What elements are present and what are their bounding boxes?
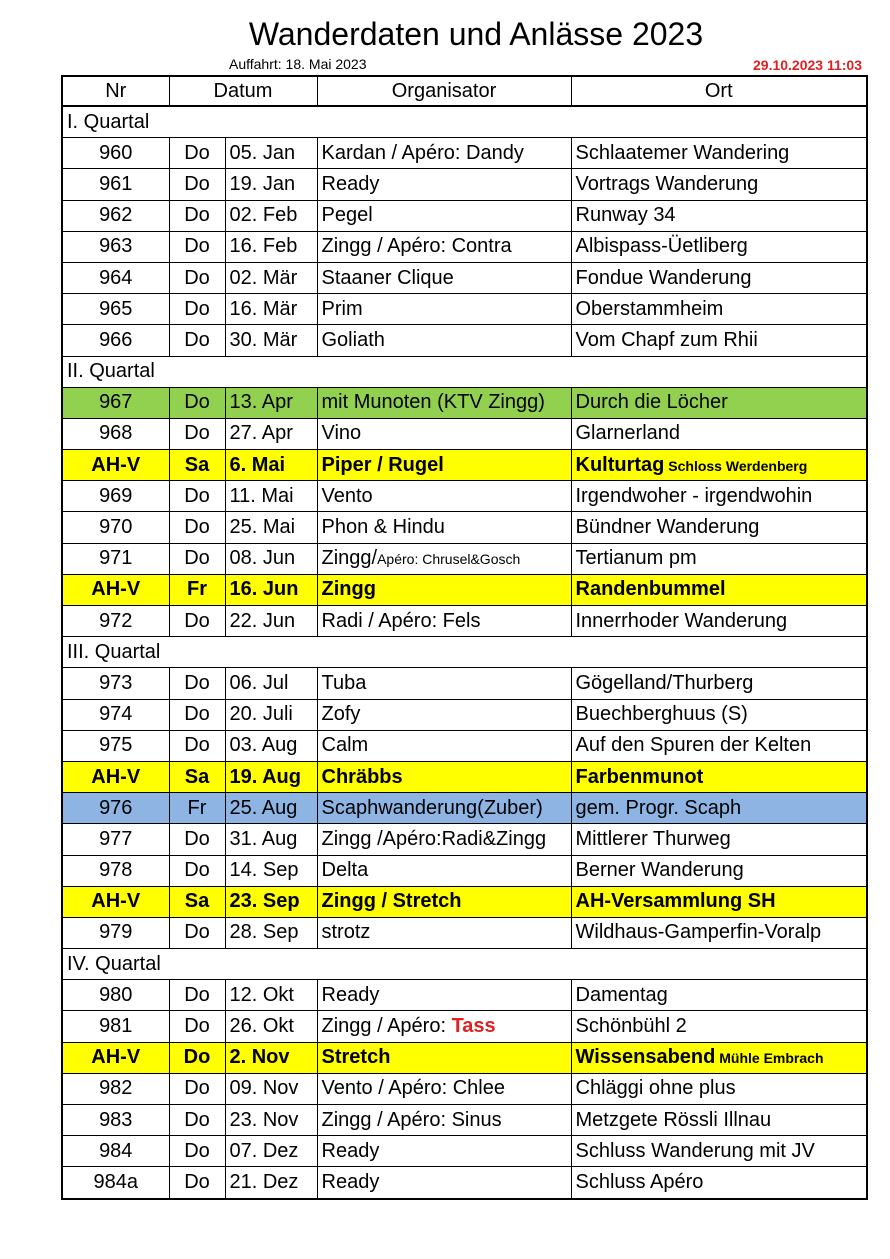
organisator-text: Vento / Apéro: Chlee [321, 1077, 505, 1100]
organisator-text: Zingg/ [321, 547, 378, 570]
table-row [62, 138, 867, 169]
cell-weekday: Do [169, 606, 225, 637]
ort-text: Schönbühl 2 [575, 1015, 687, 1038]
cell-date: 23. Sep [225, 886, 317, 917]
ort-text: Farbenmunot [575, 765, 704, 788]
cell-ort [571, 138, 867, 169]
organisator-text: Zingg /Apéro:Radi&Zingg [321, 827, 547, 850]
table-row [62, 1011, 867, 1042]
cell-weekday: Do [169, 387, 225, 418]
ort-text: Damentag [575, 983, 668, 1006]
cell-ort [571, 606, 867, 637]
table-row [62, 294, 867, 325]
cell-ort [571, 855, 867, 886]
ort-location: Mühle Embrach [715, 1050, 824, 1067]
ort-text: Tertianum pm [575, 547, 697, 570]
cell-nr: AH-V [62, 450, 169, 481]
table-row [62, 699, 867, 730]
organisator-text: Calm [321, 734, 369, 757]
cell-date: 26. Okt [225, 1011, 317, 1042]
cell-organisator [317, 730, 571, 761]
section-row [62, 356, 867, 387]
cell-date: 25. Mai [225, 512, 317, 543]
table-row [62, 606, 867, 637]
cell-organisator [317, 1167, 571, 1199]
cell-ort [571, 824, 867, 855]
cell-weekday: Do [169, 418, 225, 449]
cell-ort [571, 200, 867, 231]
cell-nr: 966 [62, 325, 169, 356]
cell-nr: 980 [62, 980, 169, 1011]
cell-weekday: Do [169, 543, 225, 574]
cell-ort [571, 387, 867, 418]
cell-date: 06. Jul [225, 668, 317, 699]
cell-nr: 961 [62, 169, 169, 200]
organisator-text: Zofy [321, 703, 361, 726]
organisator-text: Chräbbs [321, 765, 403, 788]
cell-weekday: Do [169, 169, 225, 200]
cell-date: 23. Nov [225, 1105, 317, 1136]
cell-nr: 968 [62, 418, 169, 449]
table-row [62, 668, 867, 699]
ort-text: Durch die Löcher [575, 391, 728, 414]
table-row [62, 1105, 867, 1136]
organisator-text: Radi / Apéro: Fels [321, 609, 481, 632]
cell-nr: AH-V [62, 1042, 169, 1073]
table-row [62, 1167, 867, 1199]
cell-weekday: Do [169, 1167, 225, 1199]
cell-date: 08. Jun [225, 543, 317, 574]
cell-ort [571, 294, 867, 325]
organisator-text: Goliath [321, 328, 385, 351]
cell-ort [571, 450, 867, 481]
cell-date: 19. Jan [225, 169, 317, 200]
cell-date: 30. Mär [225, 325, 317, 356]
cell-date: 6. Mai [225, 450, 317, 481]
cell-nr: 960 [62, 138, 169, 169]
cell-nr: 969 [62, 481, 169, 512]
organisator-text: Zingg / Apéro: Contra [321, 235, 512, 258]
table-row [62, 387, 867, 418]
table-row [62, 793, 867, 824]
organisator-apero: Apéro: Chrusel&Gosch [377, 551, 521, 568]
cell-organisator [317, 294, 571, 325]
table-row [62, 824, 867, 855]
organisator-text: Piper / Rugel [321, 453, 444, 476]
cell-weekday: Do [169, 481, 225, 512]
ort-text: Glarnerland [575, 422, 681, 445]
cell-weekday: Do [169, 730, 225, 761]
cell-organisator [317, 543, 571, 574]
table-row [62, 917, 867, 948]
header-organisator: Organisator [317, 76, 571, 106]
cell-date: 16. Jun [225, 574, 317, 605]
timestamp: 29.10.2023 11:03 [753, 57, 862, 73]
cell-nr: 963 [62, 231, 169, 262]
cell-organisator [317, 980, 571, 1011]
cell-organisator [317, 512, 571, 543]
cell-nr: 981 [62, 1011, 169, 1042]
organisator-text: Stretch [321, 1046, 391, 1069]
cell-nr: 973 [62, 668, 169, 699]
cell-weekday: Do [169, 1042, 225, 1073]
cell-nr: AH-V [62, 886, 169, 917]
cell-ort [571, 730, 867, 761]
cell-weekday: Do [169, 512, 225, 543]
ort-text: Oberstammheim [575, 297, 724, 320]
table-row [62, 512, 867, 543]
cell-nr: 970 [62, 512, 169, 543]
cell-ort [571, 793, 867, 824]
table-row [62, 418, 867, 449]
cell-date: 14. Sep [225, 855, 317, 886]
organisator-text: strotz [321, 921, 371, 944]
cell-weekday: Fr [169, 574, 225, 605]
cell-weekday: Do [169, 200, 225, 231]
cell-weekday: Do [169, 855, 225, 886]
ort-text: Innerrhoder Wanderung [575, 609, 788, 632]
cell-ort [571, 481, 867, 512]
cell-date: 12. Okt [225, 980, 317, 1011]
cell-date: 13. Apr [225, 387, 317, 418]
cell-weekday: Do [169, 231, 225, 262]
cell-ort [571, 1073, 867, 1104]
cell-date: 28. Sep [225, 917, 317, 948]
cell-date: 02. Mär [225, 262, 317, 293]
cell-date: 11. Mai [225, 481, 317, 512]
cell-date: 03. Aug [225, 730, 317, 761]
subtitle-auffahrt: Auffahrt: 18. Mai 2023 [229, 56, 367, 72]
organisator-text: Ready [321, 1139, 380, 1162]
cell-date: 09. Nov [225, 1073, 317, 1104]
cell-date: 22. Jun [225, 606, 317, 637]
cell-ort [571, 325, 867, 356]
table-row [62, 886, 867, 917]
cell-organisator [317, 1011, 571, 1042]
cell-organisator [317, 481, 571, 512]
cell-date: 16. Feb [225, 231, 317, 262]
ort-text: Wissensabend [575, 1046, 716, 1069]
header-ort: Ort [571, 76, 867, 106]
ort-text: Vom Chapf zum Rhii [575, 328, 758, 351]
organisator-text: Scaphwanderung(Zuber) [321, 796, 543, 819]
ort-text: Vortrags Wanderung [575, 172, 759, 195]
table-row [62, 980, 867, 1011]
cell-ort [571, 169, 867, 200]
cell-nr: 984 [62, 1136, 169, 1167]
cell-weekday: Do [169, 699, 225, 730]
cell-ort [571, 1011, 867, 1042]
ort-text: Buechberghuus (S) [575, 703, 748, 726]
cell-weekday: Do [169, 668, 225, 699]
cell-weekday: Do [169, 294, 225, 325]
cell-organisator [317, 1136, 571, 1167]
section-row [62, 106, 867, 138]
cell-organisator [317, 824, 571, 855]
ort-text: Randenbummel [575, 578, 726, 601]
ort-text: Wildhaus-Gamperfin-Voralp [575, 921, 822, 944]
organisator-text: Prim [321, 297, 363, 320]
cell-nr: 967 [62, 387, 169, 418]
cell-date: 31. Aug [225, 824, 317, 855]
ort-text: AH-Versammlung SH [575, 890, 776, 913]
table-row [62, 1042, 867, 1073]
table-row [62, 543, 867, 574]
cell-date: 27. Apr [225, 418, 317, 449]
organisator-text: Ready [321, 983, 380, 1006]
cell-weekday: Fr [169, 793, 225, 824]
table-row [62, 169, 867, 200]
cell-date: 2. Nov [225, 1042, 317, 1073]
cell-weekday: Do [169, 325, 225, 356]
header-datum: Datum [169, 76, 317, 106]
ort-text: Runway 34 [575, 204, 676, 227]
organisator-text: Zingg [321, 578, 376, 601]
cell-weekday: Sa [169, 886, 225, 917]
cell-nr: 977 [62, 824, 169, 855]
ort-location: Schloss Werdenberg [664, 457, 808, 474]
organisator-text: Ready [321, 1170, 380, 1193]
cell-organisator [317, 1042, 571, 1073]
organisator-text: Vento [321, 484, 373, 507]
cell-date: 19. Aug [225, 761, 317, 792]
cell-organisator [317, 606, 571, 637]
ort-text: Schlaatemer Wandering [575, 141, 790, 164]
cell-organisator [317, 574, 571, 605]
table-row [62, 1073, 867, 1104]
organisator-text: Kardan / Apéro: Dandy [321, 141, 524, 164]
cell-organisator [317, 387, 571, 418]
cell-nr: 978 [62, 855, 169, 886]
cell-date: 05. Jan [225, 138, 317, 169]
table-row [62, 325, 867, 356]
organisator-text: Phon & Hindu [321, 516, 445, 539]
cell-organisator [317, 325, 571, 356]
cell-nr: 983 [62, 1105, 169, 1136]
cell-date: 02. Feb [225, 200, 317, 231]
cell-weekday: Sa [169, 761, 225, 792]
cell-nr: AH-V [62, 761, 169, 792]
header-row [62, 76, 867, 106]
cell-ort [571, 1105, 867, 1136]
cell-weekday: Do [169, 262, 225, 293]
cell-ort [571, 1042, 867, 1073]
ort-text: Auf den Spuren der Kelten [575, 734, 812, 757]
schedule-table [61, 75, 868, 1200]
section-row [62, 949, 867, 980]
cell-organisator [317, 699, 571, 730]
cell-nr: 979 [62, 917, 169, 948]
cell-organisator [317, 668, 571, 699]
cell-nr: 982 [62, 1073, 169, 1104]
table-row [62, 450, 867, 481]
ort-text: Mittlerer Thurweg [575, 827, 731, 850]
table-row [62, 730, 867, 761]
ort-text: Albispass-Üetliberg [575, 235, 748, 258]
cell-weekday: Do [169, 138, 225, 169]
ort-text: Metzgete Rössli Illnau [575, 1108, 772, 1131]
cell-nr: 965 [62, 294, 169, 325]
cell-organisator [317, 886, 571, 917]
organisator-text: Tuba [321, 671, 367, 694]
cell-weekday: Do [169, 1105, 225, 1136]
cell-organisator [317, 761, 571, 792]
organisator-text: Pegel [321, 204, 373, 227]
cell-organisator [317, 450, 571, 481]
organisator-text: Vino [321, 422, 362, 445]
table-row [62, 262, 867, 293]
cell-ort [571, 980, 867, 1011]
ort-text: Irgendwoher - irgendwohin [575, 484, 813, 507]
table-row [62, 481, 867, 512]
cell-ort [571, 761, 867, 792]
cell-ort [571, 917, 867, 948]
schedule-body [62, 106, 867, 1199]
cell-ort [571, 418, 867, 449]
organisator-text: mit Munoten (KTV Zingg) [321, 391, 545, 414]
cell-nr: 974 [62, 699, 169, 730]
cell-nr: 972 [62, 606, 169, 637]
cell-weekday: Sa [169, 450, 225, 481]
organisator-text: Staaner Clique [321, 266, 454, 289]
cell-ort [571, 231, 867, 262]
cell-ort [571, 1136, 867, 1167]
cell-organisator [317, 917, 571, 948]
cell-ort [571, 512, 867, 543]
organisator-text: Delta [321, 859, 369, 882]
cell-ort [571, 668, 867, 699]
cell-nr: AH-V [62, 574, 169, 605]
cell-organisator [317, 231, 571, 262]
cell-organisator [317, 1073, 571, 1104]
table-row [62, 761, 867, 792]
header-nr: Nr [62, 76, 169, 106]
organisator-text: Zingg / Stretch [321, 890, 462, 913]
cell-nr: 975 [62, 730, 169, 761]
cell-ort [571, 262, 867, 293]
table-row [62, 231, 867, 262]
cell-weekday: Do [169, 824, 225, 855]
cell-organisator [317, 1105, 571, 1136]
table-row [62, 200, 867, 231]
section-label: II. Quartal [62, 356, 867, 387]
cell-organisator [317, 138, 571, 169]
organisator-text: Zingg / Apéro: Sinus [321, 1108, 502, 1131]
cell-ort [571, 886, 867, 917]
ort-text: Berner Wanderung [575, 859, 744, 882]
ort-text: Schluss Apéro [575, 1170, 704, 1193]
ort-text: Gögelland/Thurberg [575, 671, 754, 694]
cell-date: 20. Juli [225, 699, 317, 730]
section-label: III. Quartal [62, 637, 867, 668]
table-row [62, 855, 867, 886]
cell-nr: 984a [62, 1167, 169, 1199]
cell-date: 16. Mär [225, 294, 317, 325]
cell-ort [571, 1167, 867, 1199]
cell-organisator [317, 200, 571, 231]
cell-ort [571, 543, 867, 574]
ort-text: Schluss Wanderung mit JV [575, 1139, 815, 1162]
cell-organisator [317, 855, 571, 886]
cell-organisator [317, 262, 571, 293]
cell-weekday: Do [169, 917, 225, 948]
ort-text: gem. Progr. Scaph [575, 796, 742, 819]
section-label: I. Quartal [62, 106, 867, 138]
cell-date: 25. Aug [225, 793, 317, 824]
cell-weekday: Do [169, 1136, 225, 1167]
organisator-text: Ready [321, 172, 380, 195]
page-title: Wanderdaten und Anlässe 2023 [248, 16, 704, 52]
section-row [62, 637, 867, 668]
cell-date: 21. Dez [225, 1167, 317, 1199]
cell-organisator [317, 793, 571, 824]
ort-text: Chläggi ohne plus [575, 1077, 736, 1100]
cell-nr: 976 [62, 793, 169, 824]
cell-weekday: Do [169, 980, 225, 1011]
cell-ort [571, 699, 867, 730]
cell-ort [571, 574, 867, 605]
organisator-text: Zingg / Apéro: [321, 1015, 452, 1038]
cell-date: 07. Dez [225, 1136, 317, 1167]
organisator-apero-highlight: Tass [451, 1015, 496, 1038]
table-row [62, 1136, 867, 1167]
cell-nr: 962 [62, 200, 169, 231]
section-label: IV. Quartal [62, 949, 867, 980]
cell-weekday: Do [169, 1073, 225, 1104]
cell-organisator [317, 418, 571, 449]
ort-text: Bündner Wanderung [575, 516, 760, 539]
cell-nr: 971 [62, 543, 169, 574]
cell-weekday: Do [169, 1011, 225, 1042]
ort-text: Fondue Wanderung [575, 266, 752, 289]
cell-organisator [317, 169, 571, 200]
table-row [62, 574, 867, 605]
cell-nr: 964 [62, 262, 169, 293]
ort-text: Kulturtag [575, 453, 665, 476]
